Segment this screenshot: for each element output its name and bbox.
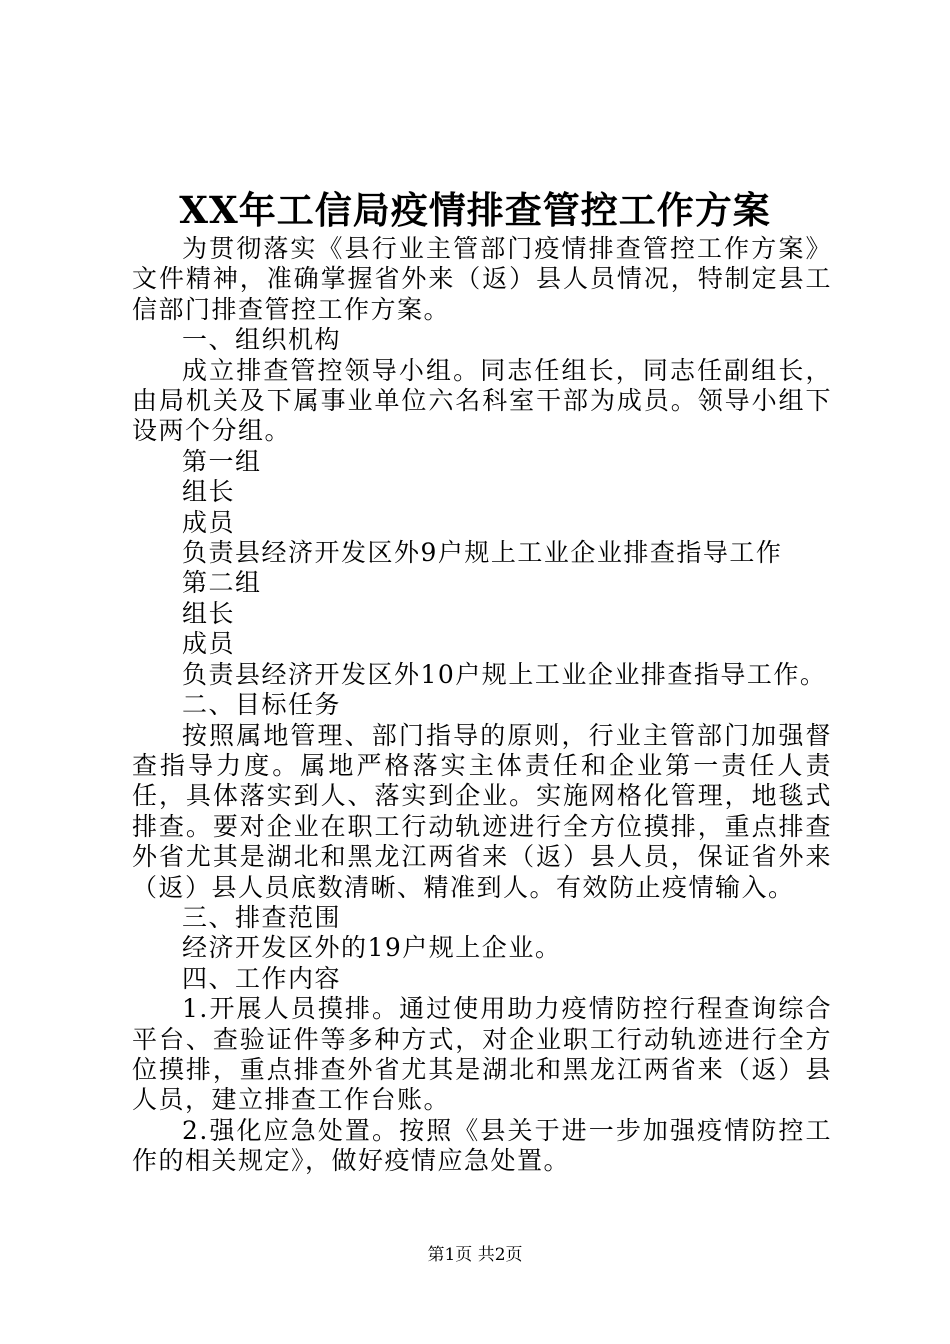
paragraph-organization: 成立排查管控领导小组。同志任组长，同志任副组长，由局机关及下属事业单位六名科室干部为成员。领导小组下设两个分组。 [132, 355, 832, 446]
group-two-label: 第二组 [182, 568, 262, 598]
group-one-leader: 组长 [182, 477, 236, 507]
page-footer: 第1页 共2页 [427, 1245, 523, 1265]
paragraph-intro: 为贯彻落实《县行业主管部门疫情排查管控工作方案》文件精神，准确掌握省外来（返）县人员情况，特制定县工信部门排查管控工作方案。 [132, 234, 832, 324]
group-two-members: 成员 [182, 629, 236, 659]
heading-goals: 二、目标任务 [182, 690, 342, 720]
document-title: XX年工信局疫情排查管控工作方案 [179, 188, 771, 232]
group-two-leader: 组长 [182, 598, 236, 628]
document-body [132, 234, 832, 1177]
group-two-duty: 负责县经济开发区外10户规上工业企业排查指导工作。 [182, 659, 827, 689]
paragraph-scope: 经济开发区外的19户规上企业。 [182, 933, 562, 963]
heading-organization: 一、组织机构 [182, 325, 342, 355]
paragraph-content-1: 1.开展人员摸排。通过使用助力疫情防控行程查询综合平台、查验证件等多种方式，对企业职工行动轨迹进行全方位摸排，重点排查外省尤其是湖北和黑龙江两省来（返）县人员，建立排查工作台账。 [132, 994, 832, 1115]
heading-content: 四、工作内容 [182, 963, 342, 993]
group-one-label: 第一组 [182, 446, 262, 476]
paragraph-content-2: 2.强化应急处置。按照《县关于进一步加强疫情防控工作的相关规定》，做好疫情应急处置。 [132, 1115, 832, 1176]
heading-scope: 三、排查范围 [182, 902, 342, 932]
group-one-members: 成员 [182, 507, 236, 537]
paragraph-goals: 按照属地管理、部门指导的原则，行业主管部门加强督查指导力度。属地严格落实主体责任和企业第一责任人责任，具体落实到人、落实到企业。实施网格化管理，地毯式排查。要对企业在职工行动轨迹进行全方位摸排，重点排查外省尤其是湖北和黑龙江两省来（返）县人员，保证省外来（返）县人员底数清晰、精准到人。有效防止疫情输入。 [132, 720, 832, 902]
group-one-duty: 负责县经济开发区外9户规上工业企业排查指导工作 [182, 538, 783, 568]
